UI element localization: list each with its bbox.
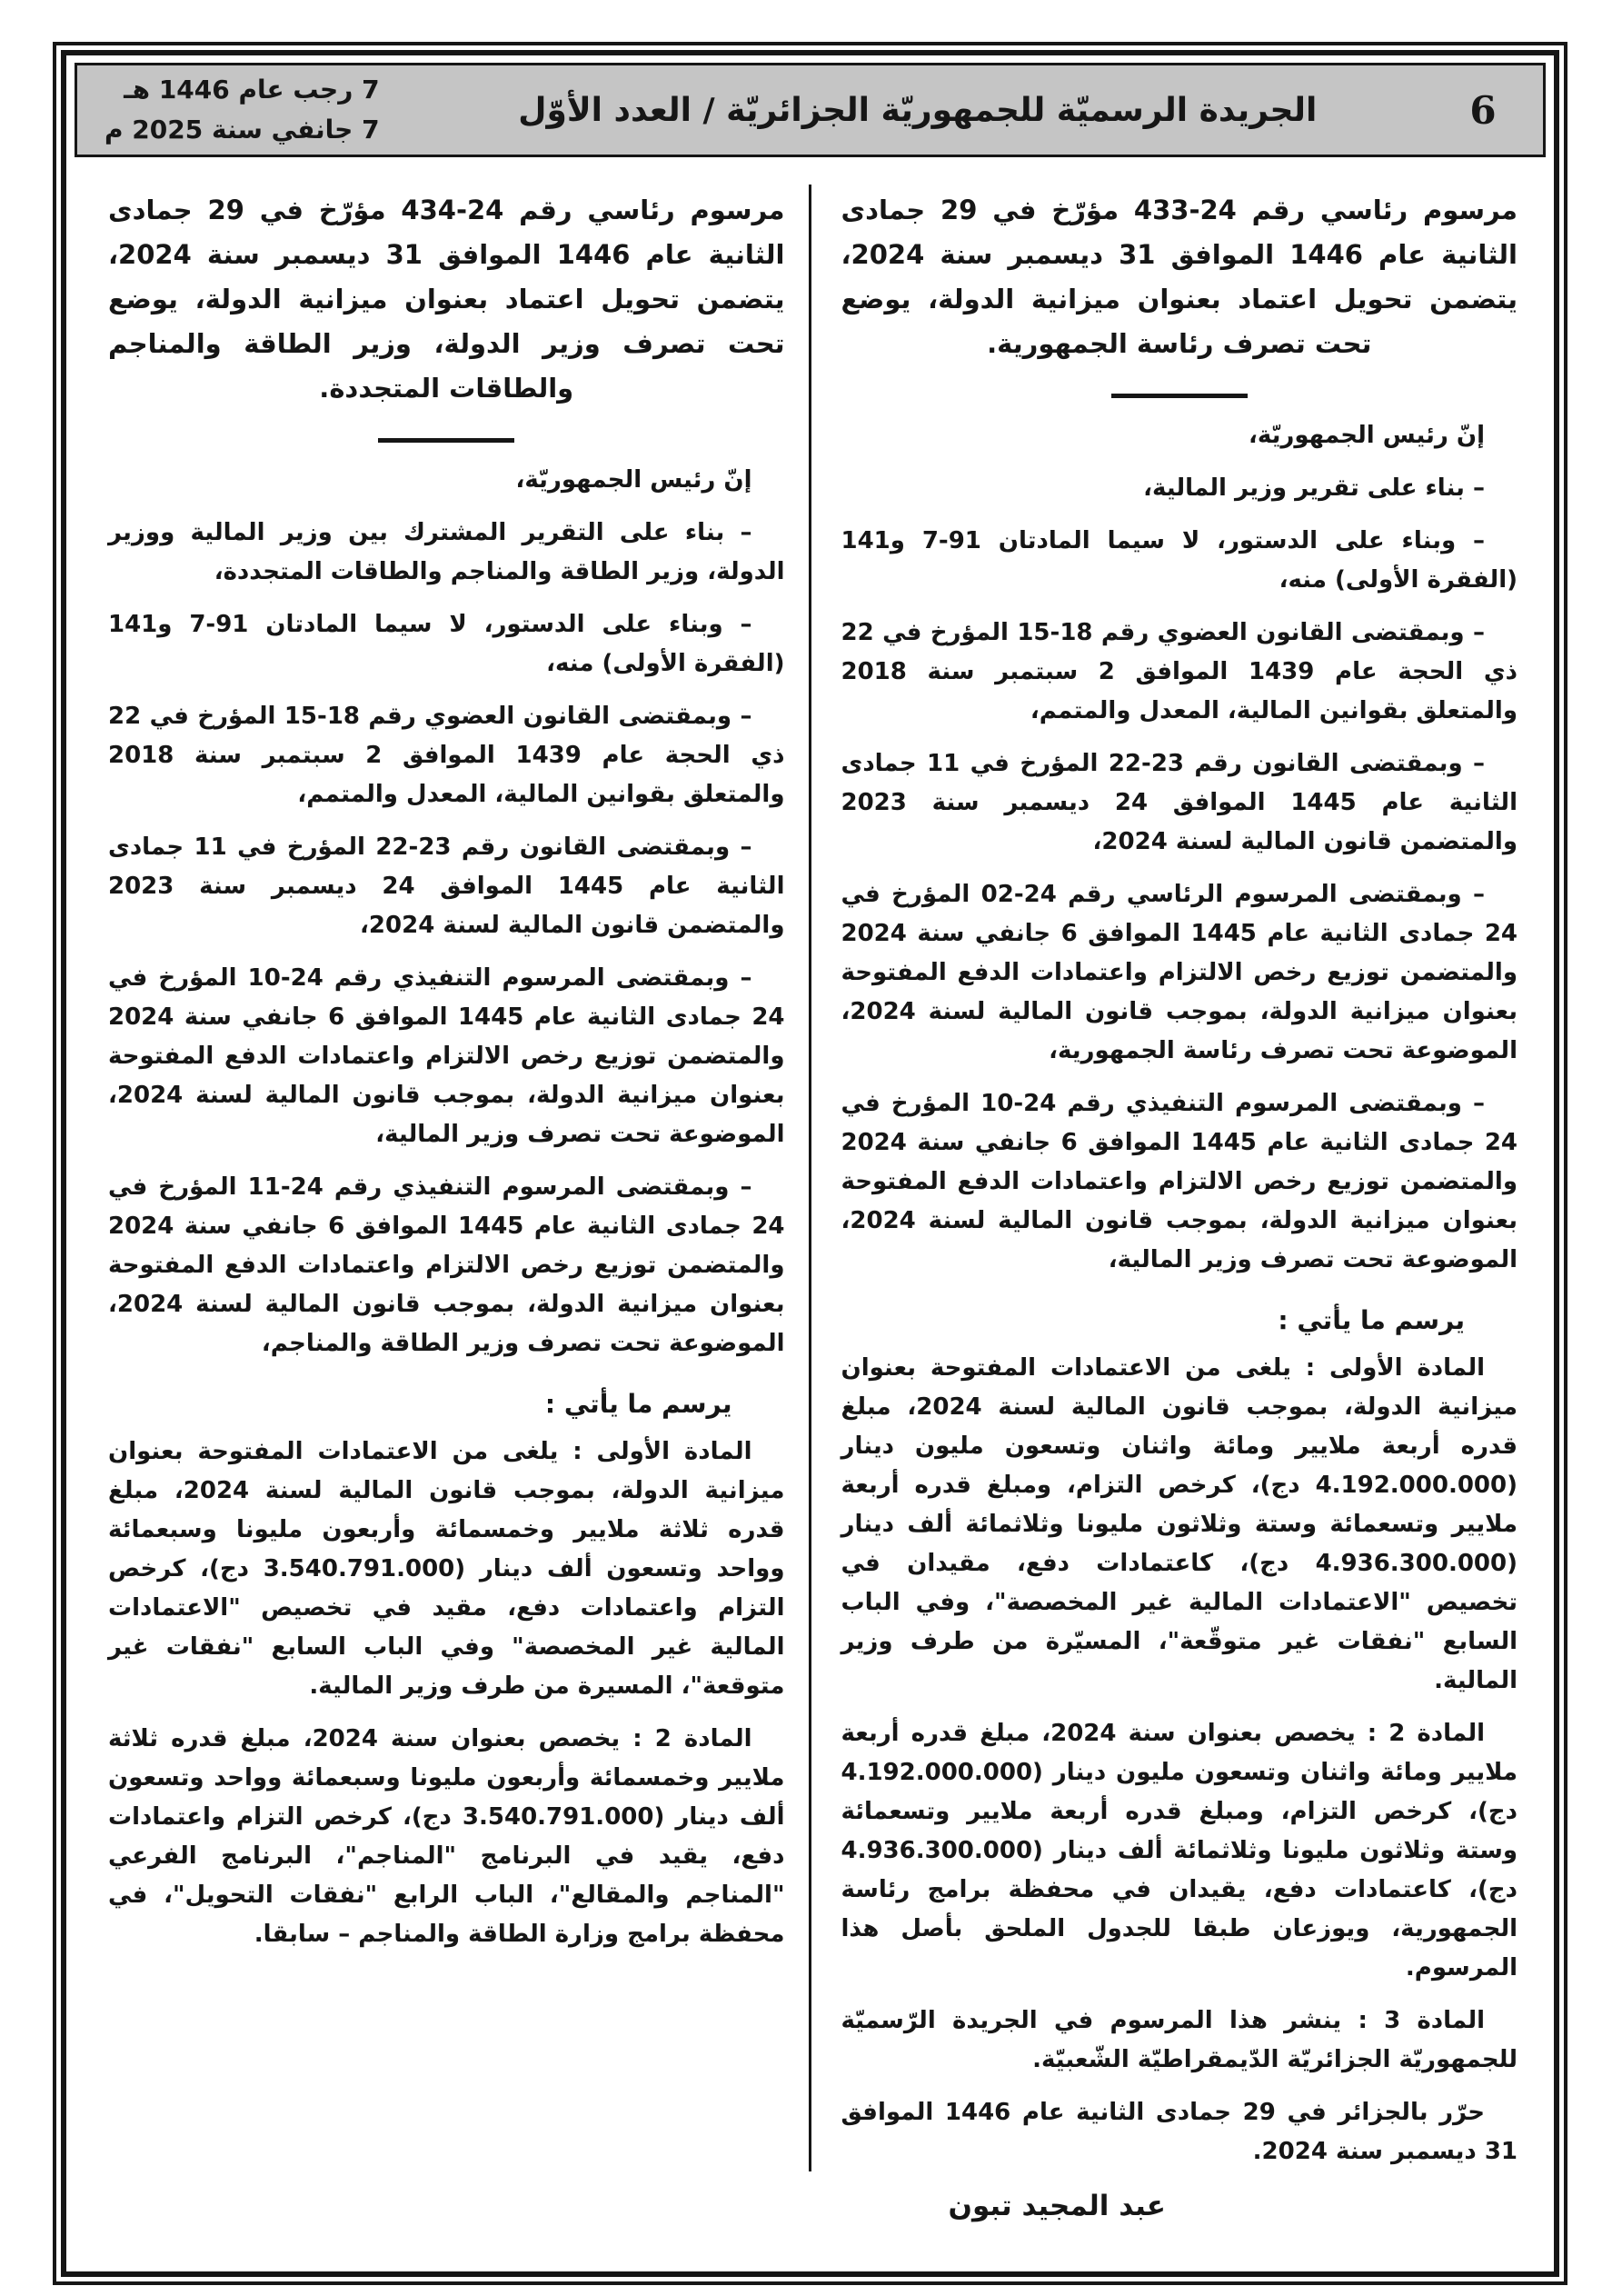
gregorian-date: 7 جانفي سنة 2025 م xyxy=(104,115,380,145)
article-1 xyxy=(841,1349,1518,1701)
article-text: ينشر هذا المرسوم في الجريدة الرّسميّة للجمهوريّة الجزائريّة الدّيمقراطيّة الشّعبيّة. xyxy=(841,2007,1518,2073)
preamble-item: – وبمقتضى القانون العضوي رقم 18-15 المؤرخ في 22 ذي الحجة عام 1439 الموافق 2 سبتمبر سنة 2018 والمتعلق بقوانين المالية، المعدل والمتمم، xyxy=(108,703,785,808)
journal-title: الجريدة الرسميّة للجمهوريّة الجزائريّة / العدد الأوّل xyxy=(518,91,1318,129)
closing-line: حرّر بالجزائر في 29 جمادى الثانية عام 1446 الموافق 31 ديسمبر سنة 2024. xyxy=(841,2099,1518,2165)
decree-433-column xyxy=(811,163,1544,2271)
preamble-item: – وبمقتضى المرسوم التنفيذي رقم 24-10 المؤرخ في 24 جمادى الثانية عام 1445 الموافق 6 جانفي سنة 2024 والمتضمن توزيع رخص الالتزام واعتمادات الدفع المفتوحة بعنوان ميزانية الدولة، بموجب قانون المالية لسنة 2024، الموضوعة تحت تصرف وزير المالية، xyxy=(108,964,785,1148)
masthead xyxy=(75,63,1546,157)
article-text: يلغى من الاعتمادات المفتوحة بعنوان ميزانية الدولة، بموجب قانون المالية لسنة 2024، مبلغ قدره أربعة ملايير ومائة واثنان وتسعون مليون دينار (4.192.000.000 دج)، كرخص التزام، ومبلغ قدره أربعة ملايير وتسعمائة وستة وثلاثون مليونا وثلاثمائة ألف دينار (4.936.300.000 دج)، كاعتمادات دفع، مقيدان في تخصيص "الاعتمادات المالية غير المخصصة"، وفي الباب السابع "نفقات غير متوقّعة"، المسيّرة من طرف وزير المالية. xyxy=(841,1354,1518,1694)
preamble-item: – وبمقتضى القانون رقم 23-22 المؤرخ في 11 جمادى الثانية عام 1445 الموافق 24 ديسمبر سنة 2023 والمتضمن قانون المالية لسنة 2024، xyxy=(841,750,1518,855)
preamble-item: – وبمقتضى المرسوم الرئاسي رقم 24-02 المؤرخ في 24 جمادى الثانية عام 1445 الموافق 6 جانفي سنة 2024 والمتضمن توزيع رخص الالتزام واعتمادات الدفع المفتوحة بعنوان ميزانية الدولة، بموجب قانون المالية لسنة 2024، الموضوعة تحت تصرف رئاسة الجمهورية، xyxy=(841,881,1518,1064)
article-3 xyxy=(841,2002,1518,2080)
page-border xyxy=(53,42,1567,2285)
article-2 xyxy=(108,1720,785,1954)
hijri-date: 7 رجب عام 1446 هـ xyxy=(124,75,380,105)
decree-434-column xyxy=(77,163,811,2271)
page-number: 6 xyxy=(1469,87,1497,133)
preamble-item: – وبمقتضى القانون العضوي رقم 18-15 المؤرخ في 22 ذي الحجة عام 1439 الموافق 2 سبتمبر سنة 2018 والمتعلق بقوانين المالية، المعدل والمتمم، xyxy=(841,619,1518,724)
preamble-item: – وبمقتضى القانون رقم 23-22 المؤرخ في 11 جمادى الثانية عام 1445 الموافق 24 ديسمبر سنة 2023 والمتضمن قانون المالية لسنة 2024، xyxy=(108,834,785,939)
preamble-item: – وبمقتضى المرسوم التنفيذي رقم 24-10 المؤرخ في 24 جمادى الثانية عام 1445 الموافق 6 جانفي سنة 2024 والمتضمن توزيع رخص الالتزام واعتمادات الدفع المفتوحة بعنوان ميزانية الدولة، بموجب قانون المالية لسنة 2024، الموضوعة تحت تصرف وزير المالية، xyxy=(841,1090,1518,1273)
article-label: المادة 2 : xyxy=(632,1725,752,1752)
article-label: المادة 2 : xyxy=(1367,1720,1485,1747)
article-label: المادة الأولى : xyxy=(1305,1354,1485,1382)
enactment-heading: يرسم ما يأتي : xyxy=(544,1389,732,1419)
enactment-heading: يرسم ما يأتي : xyxy=(1278,1305,1465,1335)
signature: عبد المجيد تبون xyxy=(948,2190,1166,2222)
article-label: المادة الأولى : xyxy=(572,1438,752,1465)
preamble-item: – وبمقتضى المرسوم التنفيذي رقم 24-11 المؤرخ في 24 جمادى الثانية عام 1445 الموافق 6 جانفي سنة 2024 والمتضمن توزيع رخص الالتزام واعتمادات الدفع المفتوحة بعنوان ميزانية الدولة، بموجب قانون المالية لسنة 2024، الموضوعة تحت تصرف وزير الطاقة والمناجم، xyxy=(108,1173,785,1357)
title-separator xyxy=(378,438,514,443)
column-divider xyxy=(809,185,811,2171)
two-column-layout xyxy=(66,157,1554,2271)
preamble-opening: إنّ رئيس الجمهوريّة، xyxy=(515,466,752,494)
decree-title: مرسوم رئاسي رقم 24-434 مؤرّخ في 29 جمادى الثانية عام 1446 الموافق 31 ديسمبر سنة 2024، يتضمن تحويل اعتماد بعنوان ميزانية الدولة، يوضع تحت تصرف وزير الدولة، وزير الطاقة والمناجم والطاقات المتجددة. xyxy=(108,195,785,404)
article-2 xyxy=(841,1714,1518,1988)
article-text: يخصص بعنوان سنة 2024، مبلغ قدره أربعة ملايير ومائة واثنان وتسعون مليون دينار (4.192.000.000 دج)، كرخص التزام، ومبلغ قدره أربعة ملايير وتسعمائة وستة وثلاثون مليونا وثلاثمائة ألف دينار (4.936.300.000 دج)، كاعتمادات دفع، يقيدان في محفظة برامج رئاسة الجمهورية، ويوزعان طبقا للجدول الملحق بأصل هذا المرسوم. xyxy=(841,1720,1518,1982)
article-text: يلغى من الاعتمادات المفتوحة بعنوان ميزانية الدولة، بموجب قانون المالية لسنة 2024، مبلغ قدره ثلاثة ملايير وخمسمائة وأربعون مليونا وسبعمائة وواحد وتسعون ألف دينار (3.540.791.000 دج)، كرخص التزام واعتمادات دفع، مقيد في تخصيص "الاعتمادات المالية غير المخصصة" وفي الباب السابع "نفقات غير متوقعة"، المسيرة من طرف وزير المالية. xyxy=(108,1438,785,1700)
article-1 xyxy=(108,1433,785,1706)
preamble-item: – وبناء على الدستور، لا سيما المادتان 91-7 و141 (الفقرة الأولى) منه، xyxy=(841,527,1518,594)
title-separator xyxy=(1111,394,1248,398)
decree-title: مرسوم رئاسي رقم 24-433 مؤرّخ في 29 جمادى الثانية عام 1446 الموافق 31 ديسمبر سنة 2024، يتضمن تحويل اعتماد بعنوان ميزانية الدولة، يوضع تحت تصرف رئاسة الجمهورية. xyxy=(841,195,1518,359)
page-inner-border xyxy=(61,50,1559,2277)
preamble-item: – بناء على التقرير المشترك بين وزير المالية ووزير الدولة، وزير الطاقة والمناجم والطاقات المتجددة، xyxy=(108,519,785,585)
issue-dates xyxy=(104,70,380,150)
preamble-opening: إنّ رئيس الجمهوريّة، xyxy=(1249,422,1485,449)
preamble-item: – بناء على تقرير وزير المالية، xyxy=(1143,474,1485,502)
preamble-item: – وبناء على الدستور، لا سيما المادتان 91-7 و141 (الفقرة الأولى) منه، xyxy=(108,611,785,677)
article-text: يخصص بعنوان سنة 2024، مبلغ قدره ثلاثة ملايير وخمسمائة وأربعون مليونا وسبعمائة وواحد وتسعون ألف دينار (3.540.791.000 دج)، كرخص التزام واعتمادات دفع، يقيد في البرنامج "المناجم"، البرنامج الفرعي "المناجم والمقالع"، الباب الرابع "نفقات التحويل"، في محفظة برامج وزارة الطاقة والمناجم – سابقا. xyxy=(108,1725,785,1948)
article-label: المادة 3 : xyxy=(1358,2007,1485,2034)
